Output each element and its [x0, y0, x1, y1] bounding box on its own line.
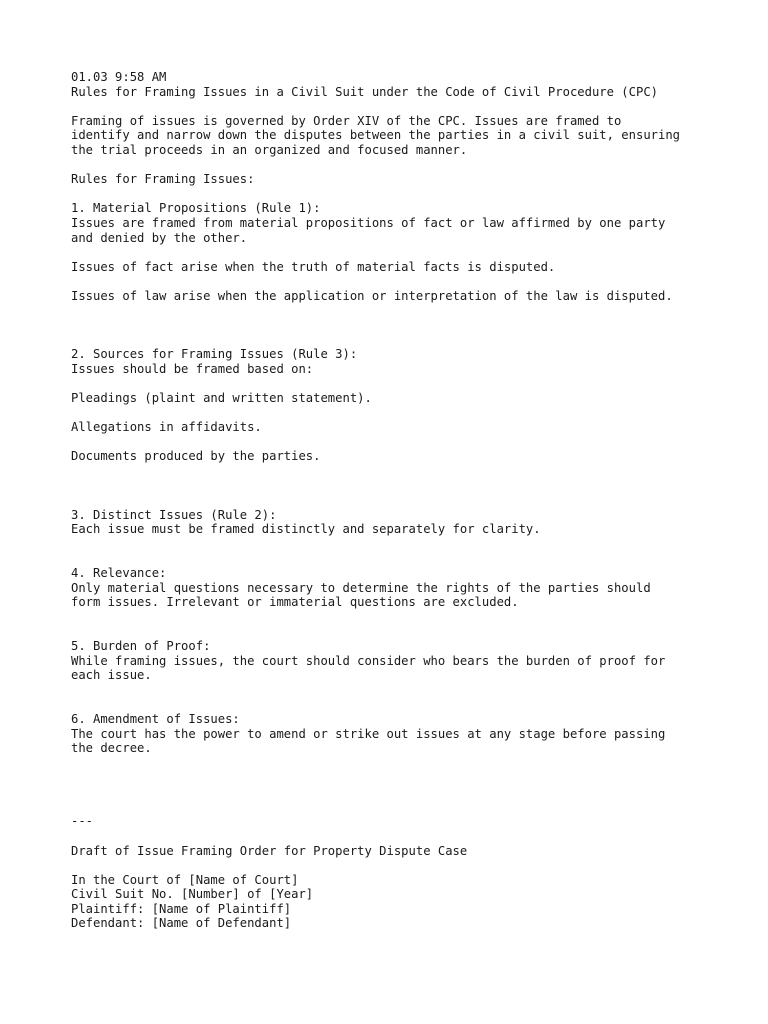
- rule6-heading: 6. Amendment of Issues:: [71, 712, 240, 727]
- rule1-body-line: Issues are framed from material propositions of fact or law affirmed by one party: [71, 215, 666, 230]
- intro-line: the trial proceeds in an organized and focused manner.: [71, 142, 468, 157]
- rule4-body-line: Only material questions necessary to determine the rights of the parties should: [71, 580, 651, 595]
- draft-court: In the Court of [Name of Court]: [71, 872, 299, 887]
- note-document: [71, 70, 731, 931]
- draft-title: Draft of Issue Framing Order for Property Dispute Case: [71, 843, 468, 858]
- rule5-body-line: each issue.: [71, 668, 152, 683]
- rule2-heading: 2. Sources for Framing Issues (Rule 3):: [71, 347, 358, 362]
- rule3-heading: 3. Distinct Issues (Rule 2):: [71, 507, 277, 522]
- rule2-source: Pleadings (plaint and written statement).: [71, 391, 372, 406]
- rule5-heading: 5. Burden of Proof:: [71, 639, 211, 654]
- rule2-source: Allegations in affidavits.: [71, 420, 262, 435]
- rule1-heading: 1. Material Propositions (Rule 1):: [71, 201, 321, 216]
- intro-line: Framing of issues is governed by Order XIV of the CPC. Issues are framed to: [71, 113, 622, 128]
- note-title: Rules for Framing Issues in a Civil Suit under the Code of Civil Procedure (CPC): [71, 84, 658, 99]
- draft-suit-number: Civil Suit No. [Number] of [Year]: [71, 887, 314, 902]
- rules-heading: Rules for Framing Issues:: [71, 172, 255, 187]
- draft-defendant: Defendant: [Name of Defendant]: [71, 916, 292, 931]
- intro-line: identify and narrow down the disputes between the parties in a civil suit, ensuring: [71, 128, 681, 143]
- rule2-source: Documents produced by the parties.: [71, 449, 321, 464]
- rule2-body: Issues should be framed based on:: [71, 361, 314, 376]
- note-timestamp: 01.03 9:58 AM: [71, 70, 167, 84]
- rule1-law: Issues of law arise when the application or interpretation of the law is disputed.: [71, 288, 673, 303]
- rule6-body-line: the decree.: [71, 741, 152, 756]
- separator: ---: [71, 814, 94, 829]
- rule1-fact: Issues of fact arise when the truth of material facts is disputed.: [71, 259, 556, 274]
- rule5-body-line: While framing issues, the court should consider who bears the burden of proof for: [71, 653, 666, 668]
- rule4-heading: 4. Relevance:: [71, 566, 167, 581]
- draft-plaintiff: Plaintiff: [Name of Plaintiff]: [71, 901, 292, 916]
- rule4-body-line: form issues. Irrelevant or immaterial questions are excluded.: [71, 595, 519, 610]
- rule3-body: Each issue must be framed distinctly and separately for clarity.: [71, 522, 541, 537]
- rule6-body-line: The court has the power to amend or strike out issues at any stage before passing: [71, 726, 666, 741]
- rule1-body-line: and denied by the other.: [71, 230, 248, 245]
